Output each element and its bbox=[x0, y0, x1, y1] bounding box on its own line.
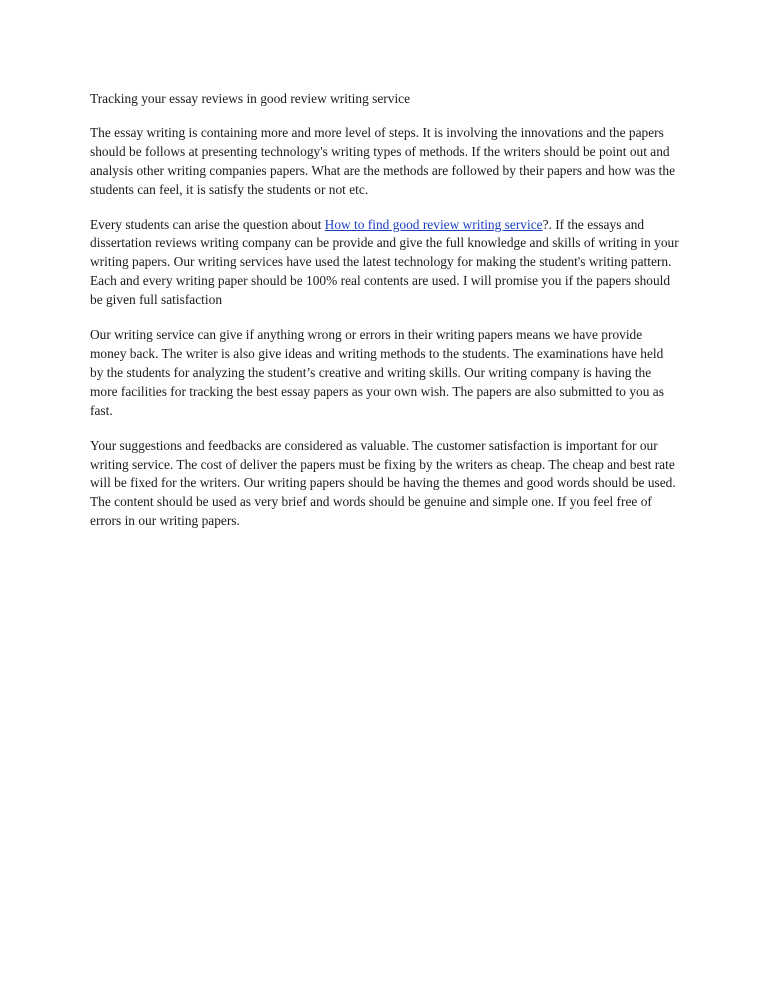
paragraph-2-intro: Every students can arise the question about bbox=[90, 216, 325, 232]
document-title: Tracking your essay reviews in good review writing service bbox=[90, 91, 411, 106]
document-body bbox=[90, 90, 680, 547]
paragraph-2 bbox=[90, 216, 680, 311]
paragraph-3: Our writing service can give if anything wrong or errors in their writing papers means we have provide money back. The writer is also give ideas and writing methods to the students. The examinations have held by the students for analyzing the student’s creative and writing skills. Our writing company is having the more facilities for tracking the best essay papers as your own wish. The papers are also submitted to you as fast. bbox=[90, 327, 664, 418]
review-service-link[interactable]: How to find good review writing service bbox=[324, 216, 543, 232]
paragraph-4: Your suggestions and feedbacks are considered as valuable. The customer satisfaction is important for our writing service. The cost of deliver the papers must be fixing by the writers as cheap. The cheap and best rate will be fixed for the writers. Our writing papers should be having the themes and good words should be used. The content should be used as very brief and words should be genuine and simple one. If you feel free of errors in our writing papers. bbox=[90, 437, 676, 529]
paragraph-1: The essay writing is containing more and more level of steps. It is involving the innovations and the papers should be follows at presenting technology's writing types of methods. If the writers should be point out and analysis other writing companies papers. What are the methods are followed by their papers and how was the students can feel, it is satisfy the students or not etc. bbox=[90, 124, 676, 197]
paragraph-2-rest: ?. If the essays and dissertation reviews writing company can be provide and give the full knowledge and skills of writing in your writing papers. Our writing services have used the latest technology for making the student's writing pattern. Each and every writing paper should be 100% real contents are used. I will promise you if the papers should be given full satisfaction bbox=[90, 216, 679, 308]
